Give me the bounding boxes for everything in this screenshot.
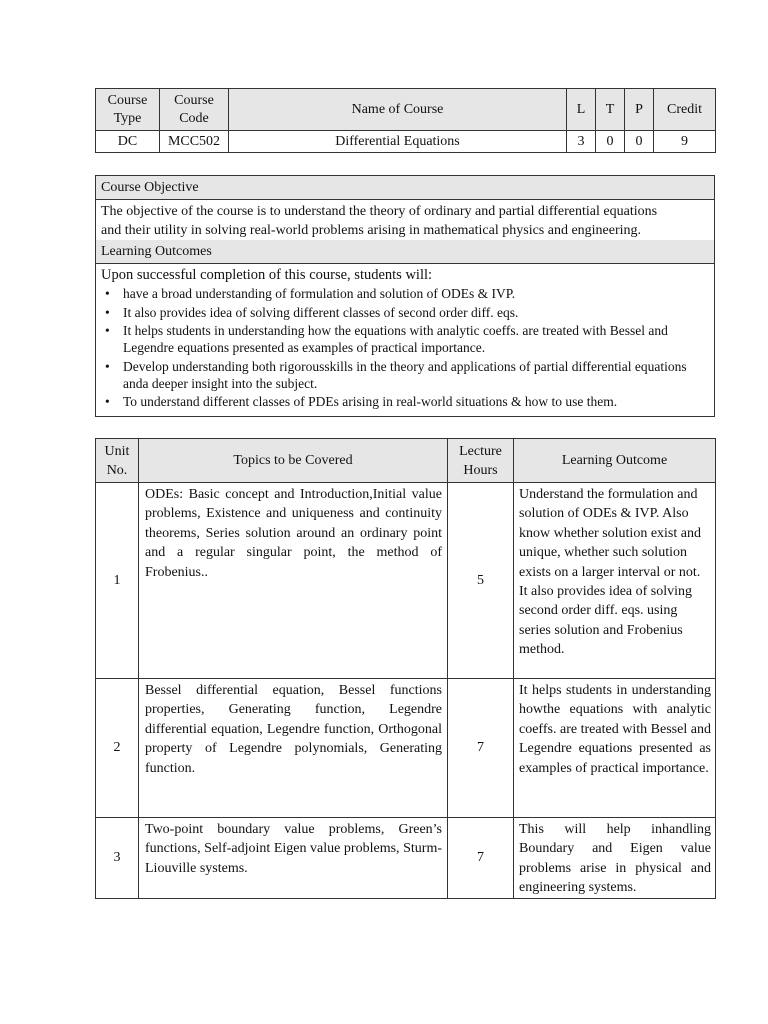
table-row	[96, 818, 716, 899]
unit-hours: 7	[448, 818, 514, 899]
unit-topics: ODEs: Basic concept and Introduction,Initial value problems, Existence and uniqueness and continuity theorems, Series solution around an ordinary point and a regular singular point, the method of Frobenius..	[139, 483, 448, 679]
unit-topics: Bessel differential equation, Bessel functions properties, Generating function, Legendre differential equation, Legendre function, Orthogonal property of Legendre polynomials, Generating function.	[139, 679, 448, 818]
table-row	[96, 679, 716, 818]
outcomes-intro: Upon successful completion of this course, students will:	[101, 267, 433, 283]
objective-text	[96, 200, 714, 240]
outcome-item	[101, 358, 709, 392]
course-t: 0	[596, 131, 625, 153]
header-l: L	[567, 89, 596, 131]
unit-hours: 7	[448, 679, 514, 818]
course-name: Differential Equations	[229, 131, 567, 153]
outcome-item	[101, 322, 709, 356]
course-table-data-row	[96, 131, 716, 153]
course-p: 0	[625, 131, 654, 153]
bullet-icon: •	[105, 358, 110, 374]
bullet-icon: •	[105, 323, 110, 338]
outcome-item	[101, 304, 709, 321]
unit-hours: 5	[448, 483, 514, 679]
objective-line: The objective of the course is to understand the theory of ordinary and partial differential equations	[101, 204, 658, 219]
unit-topics: Two-point boundary value problems, Green’s functions, Self-adjoint Eigen value problems, Sturm-Liouville systems.	[139, 818, 448, 899]
header-t: T	[596, 89, 625, 131]
outcomes-heading: Learning Outcomes	[96, 240, 714, 264]
objective-line: and their utility in solving real-world problems arising in mathematical physics and engineering.	[101, 223, 642, 238]
bullet-icon: •	[105, 304, 110, 320]
objective-heading: Course Objective	[96, 176, 714, 200]
outcomes-body	[96, 264, 714, 416]
outcome-item-text: Develop understanding both rigorousskills in the theory and applications of partial differential equations anda deeper insight into the subject.	[123, 358, 687, 391]
course-info-table	[95, 88, 716, 153]
course-type: DC	[96, 131, 160, 153]
header-course-name: Name of Course	[229, 89, 567, 131]
unit-number: 3	[96, 818, 139, 899]
header-course-type: Course Type	[96, 89, 160, 131]
outcome-item-text: It helps students in understanding how the equations with analytic coeffs. are treated with Bessel and Legendre equations presented as examples of practical importance.	[123, 323, 668, 355]
syllabus-header-row	[96, 439, 716, 483]
bullet-icon: •	[105, 286, 110, 301]
outcome-item-text: To understand different classes of PDEs arising in real-world situations & how to use them.	[123, 394, 618, 409]
header-lecture-hours: Lecture Hours	[448, 439, 514, 483]
outcome-item	[101, 285, 709, 302]
header-course-code: Course Code	[160, 89, 229, 131]
outcomes-list	[101, 285, 709, 416]
course-l: 3	[567, 131, 596, 153]
course-code: MCC502	[160, 131, 229, 153]
header-p: P	[625, 89, 654, 131]
header-topics: Topics to be Covered	[139, 439, 448, 483]
unit-number: 1	[96, 483, 139, 679]
unit-outcome: Understand the formulation and solution of ODEs & IVP. Also know whether solution exist and unique, whether such solution exists on a larger interval or not. It also provides idea of solving second order diff. eqs. using series solution and Frobenius method.	[514, 483, 716, 679]
outcome-item-text: It also provides idea of solving different classes of second order diff. eqs.	[123, 304, 519, 320]
course-credit: 9	[654, 131, 716, 153]
outcome-item-text: have a broad understanding of formulation and solution of ODEs & IVP.	[123, 286, 516, 301]
unit-outcome: It helps students in understanding howthe equations with analytic coeffs. are treated with Bessel and Legendre equations presented as examples of practical importance.	[514, 679, 716, 818]
course-table-header-row	[96, 89, 716, 131]
outcome-item	[101, 393, 709, 410]
unit-number: 2	[96, 679, 139, 818]
unit-outcome: This will help inhandling Boundary and Eigen value problems arise in physical and engineering systems.	[514, 818, 716, 899]
syllabus-table	[95, 438, 716, 899]
header-learning-outcome: Learning Outcome	[514, 439, 716, 483]
objective-outcomes-box	[95, 175, 715, 417]
header-unit-no: Unit No.	[96, 439, 139, 483]
table-row	[96, 483, 716, 679]
bullet-icon: •	[105, 394, 110, 409]
header-credit: Credit	[654, 89, 716, 131]
